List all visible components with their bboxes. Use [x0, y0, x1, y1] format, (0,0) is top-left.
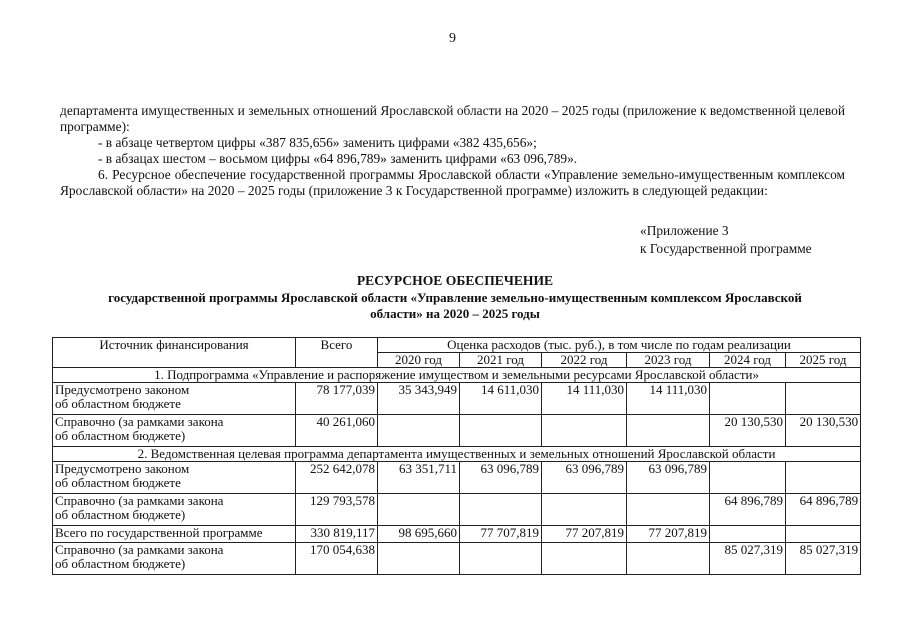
cell-2024	[710, 462, 786, 494]
table-row-total	[53, 526, 861, 543]
cell-2025: 20 130,530	[786, 415, 861, 447]
header-total: Всего	[296, 338, 378, 368]
cell-2025: 85 027,319	[786, 543, 861, 575]
header-estimate: Оценка расходов (тыс. руб.), в том числе по годам реализации	[378, 338, 861, 353]
section-row	[53, 447, 861, 462]
cell-2022: 77 207,819	[542, 526, 627, 543]
cell-2022	[542, 415, 627, 447]
row-label: Справочно (за рамками закона об областном бюджете)	[53, 494, 296, 526]
cell-2024: 20 130,530	[710, 415, 786, 447]
cell-2022	[542, 494, 627, 526]
item-6-paragraph: 6. Ресурсное обеспечение государственной программы Ярославской области «Управление земельно-имущественным комплексом Ярославской области» на 2020 – 2025 годы (приложение 3 к Государственной программе) изложить в следующей редакции:	[60, 167, 845, 199]
header-year: 2023 год	[627, 353, 710, 368]
row-label: Справочно (за рамками закона об областном бюджете)	[53, 543, 296, 575]
table-row	[53, 494, 861, 526]
cell-2024: 85 027,319	[710, 543, 786, 575]
intro-paragraph: департамента имущественных и земельных отношений Ярославской области на 2020 – 2025 годы (приложение к ведомственной целевой программе):	[60, 103, 845, 135]
cell-2022	[542, 543, 627, 575]
cell-total: 330 819,117	[296, 526, 378, 543]
cell-2023	[627, 494, 710, 526]
cell-2022: 14 111,030	[542, 383, 627, 415]
resource-table	[52, 337, 861, 575]
bullet-item: - в абзаце четвертом цифры «387 835,656» заменить цифрами «382 435,656»;	[98, 135, 537, 150]
cell-2021: 14 611,030	[460, 383, 542, 415]
table-row	[53, 415, 861, 447]
cell-2020: 63 351,711	[378, 462, 460, 494]
bullet-item: - в абзацах шестом – восьмом цифры «64 896,789» заменить цифрами «63 096,789».	[98, 151, 578, 166]
section-row	[53, 368, 861, 383]
cell-2021: 77 707,819	[460, 526, 542, 543]
row-label: Предусмотрено законом об областном бюджете	[53, 462, 296, 494]
header-year: 2024 год	[710, 353, 786, 368]
header-year: 2020 год	[378, 353, 460, 368]
cell-2024	[710, 383, 786, 415]
table-row	[53, 383, 861, 415]
cell-2025	[786, 383, 861, 415]
appendix-reference	[640, 222, 812, 258]
cell-total: 170 054,638	[296, 543, 378, 575]
table-row	[53, 543, 861, 575]
cell-total: 40 261,060	[296, 415, 378, 447]
cell-2025: 64 896,789	[786, 494, 861, 526]
row-label: Предусмотрено законом об областном бюджете	[53, 383, 296, 415]
cell-2023: 63 096,789	[627, 462, 710, 494]
cell-2023	[627, 415, 710, 447]
appendix-line-2: к Государственной программе	[640, 241, 812, 256]
cell-2023: 14 111,030	[627, 383, 710, 415]
cell-2021	[460, 494, 542, 526]
cell-total: 78 177,039	[296, 383, 378, 415]
cell-2023	[627, 543, 710, 575]
cell-2025	[786, 526, 861, 543]
row-label: Справочно (за рамками закона об областном бюджете)	[53, 415, 296, 447]
header-year: 2021 год	[460, 353, 542, 368]
document-title: РЕСУРСНОЕ ОБЕСПЕЧЕНИЕ	[356, 273, 554, 288]
cell-total: 129 793,578	[296, 494, 378, 526]
cell-2020	[378, 494, 460, 526]
row-label: Всего по государственной программе	[53, 526, 296, 543]
cell-2020: 35 343,949	[378, 383, 460, 415]
table-row	[53, 462, 861, 494]
header-year: 2022 год	[542, 353, 627, 368]
cell-2024	[710, 526, 786, 543]
cell-2021	[460, 543, 542, 575]
section-2-title: 2. Ведомственная целевая программа департамента имущественных и земельных отношений Ярославской области	[53, 447, 861, 462]
cell-total: 252 642,078	[296, 462, 378, 494]
cell-2022: 63 096,789	[542, 462, 627, 494]
cell-2021	[460, 415, 542, 447]
cell-2023: 77 207,819	[627, 526, 710, 543]
cell-2020: 98 695,660	[378, 526, 460, 543]
cell-2024: 64 896,789	[710, 494, 786, 526]
section-1-title: 1. Подпрограмма «Управление и распоряжение имуществом и земельными ресурсами Ярославской области»	[53, 368, 861, 383]
header-year: 2025 год	[786, 353, 861, 368]
cell-2020	[378, 543, 460, 575]
table-header-row	[53, 338, 861, 353]
cell-2021: 63 096,789	[460, 462, 542, 494]
appendix-line-1: «Приложение 3	[640, 223, 729, 238]
document-subtitle: государственной программы Ярославской области «Управление земельно-имущественным комплексом Ярославской области» на 2020 – 2025 годы	[108, 290, 802, 321]
header-source: Источник финансирования	[53, 338, 296, 368]
page-number: 9	[449, 31, 456, 46]
cell-2025	[786, 462, 861, 494]
cell-2020	[378, 415, 460, 447]
